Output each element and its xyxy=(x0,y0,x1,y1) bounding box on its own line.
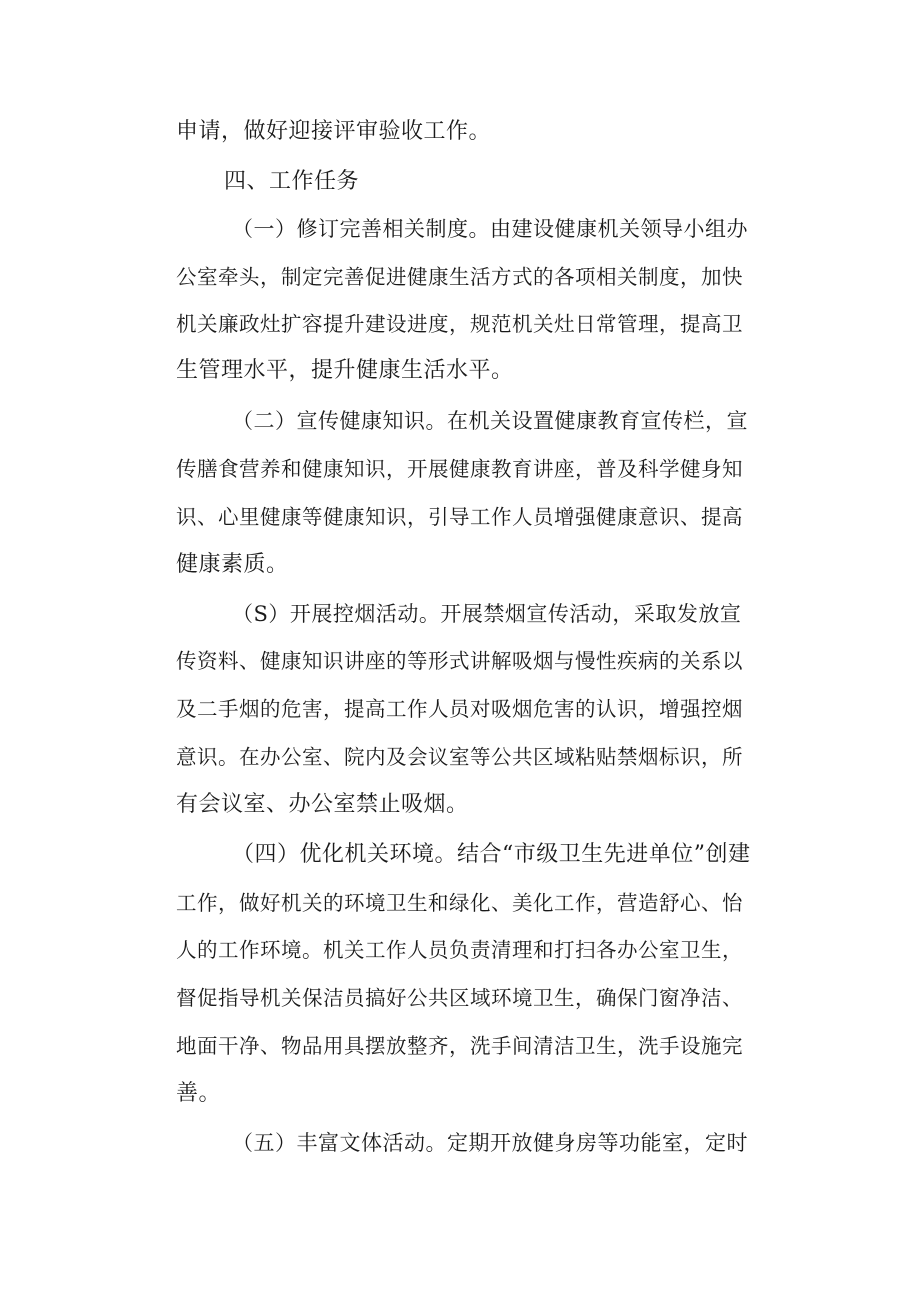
text-line: （四）优化机关环境。结合“市级卫生先进单位”创建 xyxy=(232,842,751,867)
text-line: 生管理水平，提升健康生活水平。 xyxy=(176,358,514,383)
text-line: 工作，做好机关的环境卫生和绿化、美化工作，营造舒心、怡 xyxy=(176,891,743,915)
text-line: （一）修订完善相关制度。由建设健康机关领导小组办 xyxy=(232,217,748,241)
text-line: （S）开展控烟活动。开展禁烟宣传活动，采取发放宣 xyxy=(232,602,742,626)
text-line: 识、心里健康等健康知识，引导工作人员增强健康意识、提高 xyxy=(176,505,743,529)
text-line: 传膳食营养和健康知识，开展健康教育讲座，普及科学健身知 xyxy=(176,457,743,481)
text-line: 善。 xyxy=(176,1081,222,1106)
text-line: 健康素质。 xyxy=(176,552,289,577)
text-line: 及二手烟的危害，提高工作人员对吸烟危害的认识，增强控烟 xyxy=(176,697,743,721)
text-line: （五）丰富文体活动。定期开放健身房等功能室，定时 xyxy=(232,1131,748,1155)
text-line: 意识。在办公室、院内及会议室等公共区域粘贴禁烟标识，所 xyxy=(176,745,743,769)
section-heading: 四、工作任务 xyxy=(224,169,360,194)
text-line: 申请，做好迎接评审验收工作。 xyxy=(176,119,492,144)
text-line: 督促指导机关保洁员搞好公共区域环境卫生，确保门窗净洁、 xyxy=(176,986,743,1010)
text-line: （二）宣传健康知识。在机关设置健康教育宣传栏，宣 xyxy=(232,409,748,433)
text-line: 人的工作环境。机关工作人员负责清理和打扫各办公室卫生， xyxy=(176,938,743,962)
text-line: 有会议室、办公室禁止吸烟。 xyxy=(176,792,469,817)
text-line: 地面干净、物品用具摆放整齐，洗手间清洁卫生，洗手设施完 xyxy=(176,1034,743,1058)
text-line: 传资料、健康知识讲座的等形式讲解吸烟与慢性疾病的关系以 xyxy=(176,649,743,673)
text-line: 机关廉政灶扩容提升建设进度，规范机关灶日常管理，提高卫 xyxy=(176,312,743,336)
text-line: 公室牵头，制定完善促进健康生活方式的各项相关制度，加快 xyxy=(176,265,743,289)
